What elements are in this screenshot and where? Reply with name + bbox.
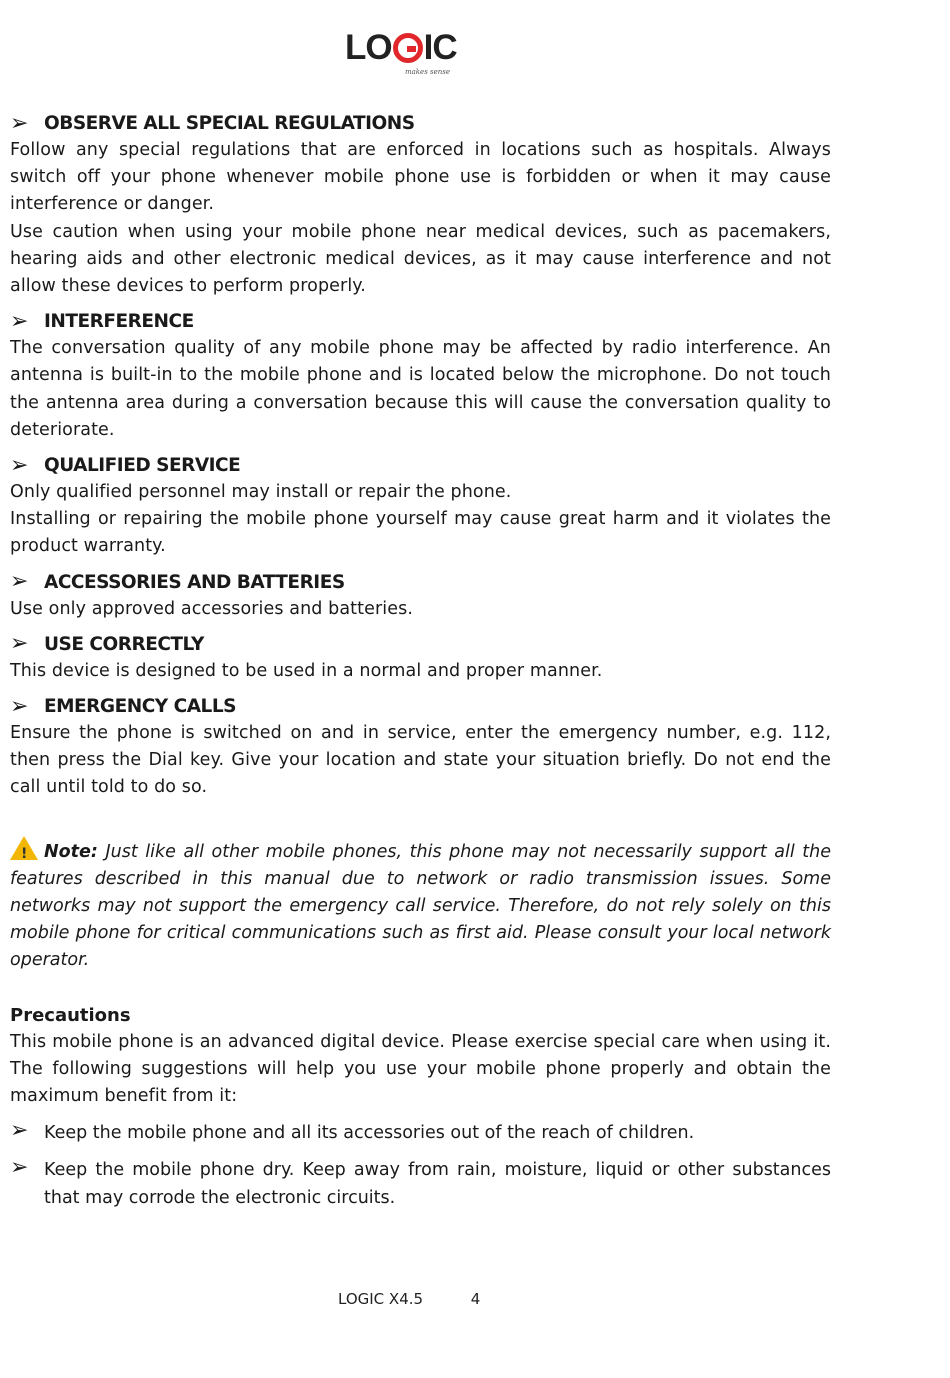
section-paragraph: Installing or repairing the mobile phone yourself may cause great harm and it violates the product warranty. (10, 509, 831, 557)
logo-g-icon (393, 33, 423, 63)
section-accessories (10, 569, 831, 623)
precautions-title: Precautions (10, 1004, 131, 1026)
section-paragraph: Follow any special regulations that are enforced in locations such as hospitals. Always switch off your phone whenever mobile phone use is forbidden or when it may cause interference or danger. (10, 140, 831, 215)
list-item-text: Keep the mobile phone and all its accessories out of the reach of children. (44, 1123, 695, 1144)
section-paragraph: This device is designed to be used in a normal and proper manner. (10, 660, 603, 681)
page-footer (338, 1290, 480, 1308)
section-interference (10, 308, 831, 444)
section-paragraph: Use only approved accessories and batteries. (10, 598, 413, 619)
page-number: 4 (470, 1290, 481, 1308)
list-item (10, 1120, 831, 1147)
section-title: ACCESSORIES AND BATTERIES (44, 571, 345, 593)
arrow-bullet-icon: ➢ (10, 1118, 29, 1144)
section-title: QUALIFIED SERVICE (44, 455, 241, 477)
note-block (10, 836, 831, 975)
footer-model: LOGIC X4.5 (338, 1290, 424, 1308)
section-emergency-calls (10, 693, 831, 802)
section-title: OBSERVE ALL SPECIAL REGULATIONS (44, 113, 415, 134)
section-paragraph: Use caution when using your mobile phone near medical devices, such as pacemakers, hearing aids and other electronic medical devices, as it may cause interference and not allow these devices to perform properly. (10, 221, 831, 297)
section-title: USE CORRECTLY (44, 633, 204, 655)
arrow-bullet-icon: ➢ (10, 693, 28, 719)
list-item-text: Keep the mobile phone dry. Keep away from rain, moisture, liquid or other substances that may corrode the electronic circuits. (44, 1160, 831, 1208)
arrow-bullet-icon: ➢ (10, 308, 28, 334)
precautions-intro: This mobile phone is an advanced digital device. Please exercise special care when using it. The following suggestions will help you use your mobile phone properly and obtain the maximum benefit from it: (10, 1031, 831, 1107)
section-paragraph: The conversation quality of any mobile phone may be affected by radio interference. An antenna is built-in to the mobile phone and is located below the microphone. Do not touch the antenna area during a conversation because this will cause the conversation quality to deteriorate. (10, 338, 831, 440)
section-qualified-service (10, 452, 831, 561)
arrow-bullet-icon: ➢ (10, 1155, 29, 1181)
note-label: Note: (44, 841, 98, 862)
warning-icon: ! (10, 836, 38, 860)
logo (345, 28, 470, 80)
section-title: EMERGENCY CALLS (44, 696, 236, 718)
logo-tagline: makes sense (405, 68, 450, 76)
section-title: INTERFERENCE (44, 311, 194, 333)
section-regulations (10, 110, 831, 300)
logo-text-start: LO (345, 28, 392, 67)
note-text: Just like all other mobile phones, this phone may not necessarily support all the features described in this manual due to network or radio transmission issues. Some networks may not support the emergency call service. Therefore, do not rely solely on this mobile phone for critical communications such as first aid. Please consult your local network operator. (10, 841, 831, 971)
page-content (10, 108, 831, 1212)
section-paragraph: Ensure the phone is switched on and in service, enter the emergency number, e.g. 112, then press the Dial key. Give your location and state your situation briefly. Do not end the call until told to do so. (10, 723, 831, 798)
arrow-bullet-icon: ➢ (10, 569, 28, 595)
logo-text-end: IC (423, 28, 457, 67)
arrow-bullet-icon: ➢ (10, 452, 28, 478)
arrow-bullet-icon: ➢ (10, 110, 28, 136)
section-paragraph: Only qualified personnel may install or repair the phone. (10, 482, 512, 503)
list-item (10, 1157, 831, 1211)
section-use-correctly (10, 631, 831, 685)
arrow-bullet-icon: ➢ (10, 631, 28, 657)
